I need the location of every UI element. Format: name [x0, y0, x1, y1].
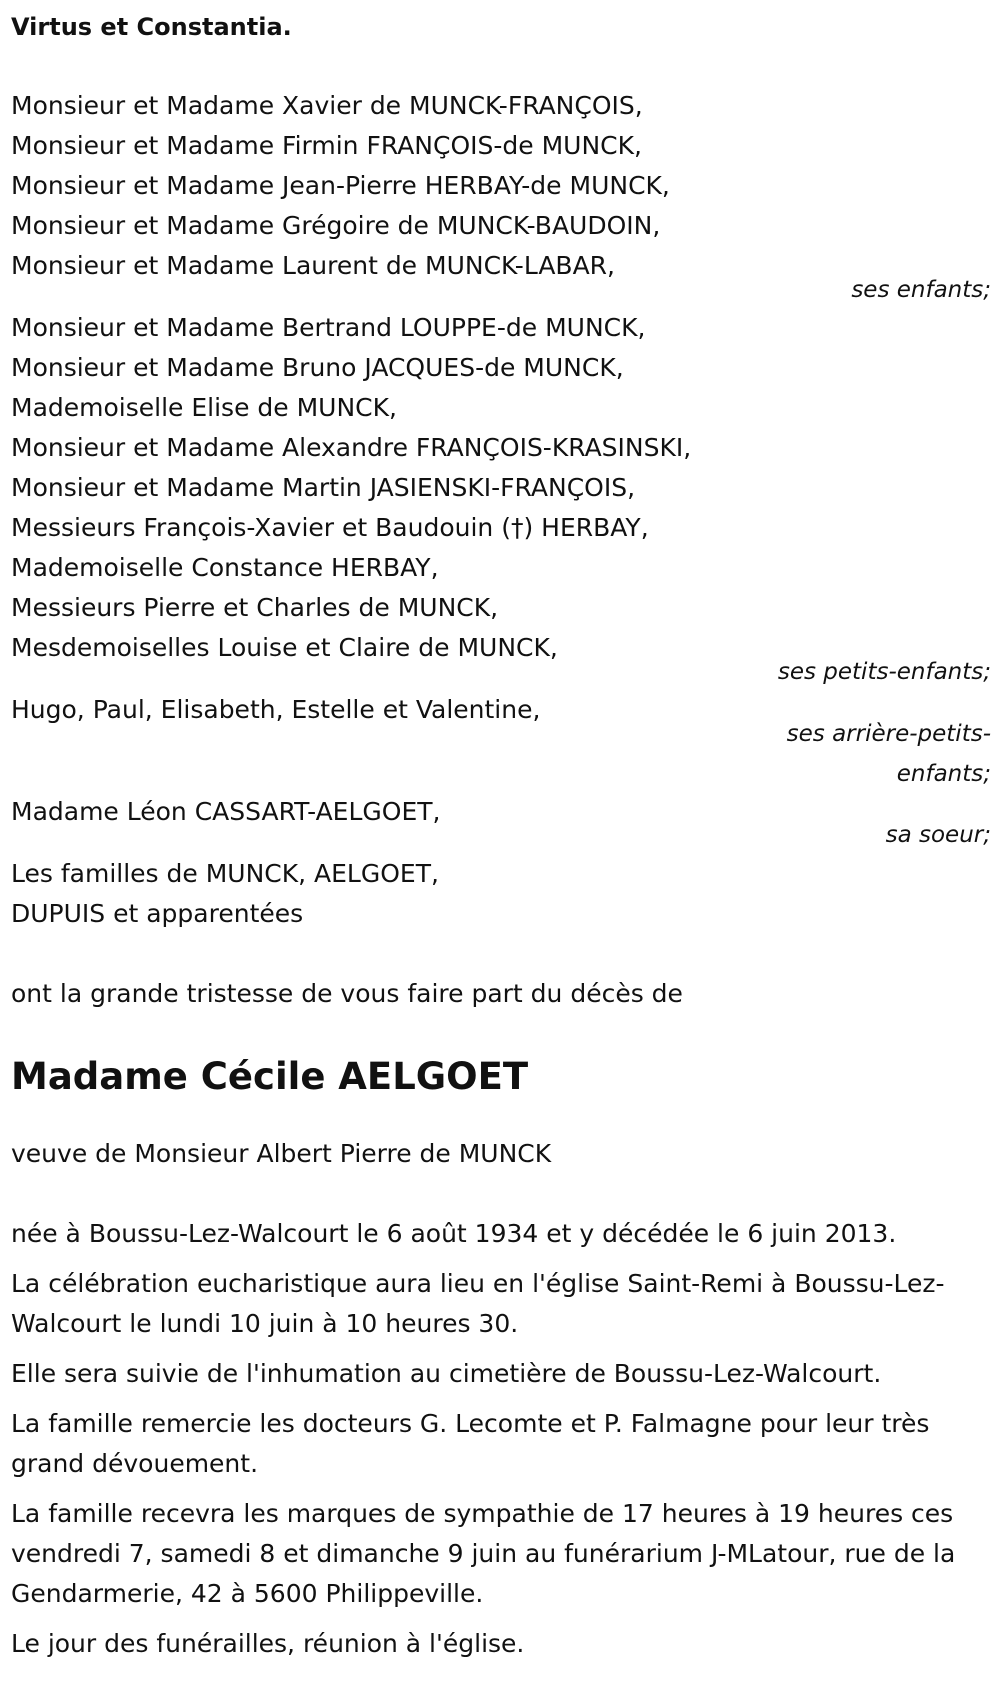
condolences-paragraph: La famille recevra les marques de sympathie de 17 heures à 19 heures ces vendredi 7, samedi 8 et dimanche 9 juin au funérarium J-MLatour, rue de la Gendarmerie, 42 à 5600 Philippeville. — [11, 1499, 956, 1608]
children-name-line: Monsieur et Madame Laurent de MUNCK-LABAR, — [11, 251, 616, 280]
grandchildren-name-line: Monsieur et Madame Bertrand LOUPPE-de MUNCK, — [11, 313, 646, 342]
funeral-meeting-paragraph: Le jour des funérailles, réunion à l'église. — [11, 1629, 525, 1658]
children-name-line: Monsieur et Madame Firmin FRANÇOIS-de MUNCK, — [11, 131, 642, 160]
children-list — [11, 86, 670, 286]
grandchildren-name-line: Mademoiselle Elise de MUNCK, — [11, 393, 397, 422]
widow-of-text: veuve de Monsieur Albert Pierre de MUNCK — [11, 1139, 552, 1168]
thanks-paragraph: La famille remercie les docteurs G. Lecomte et P. Falmagne pour leur très grand dévouement. — [11, 1409, 930, 1478]
grandchildren-name-line: Messieurs François-Xavier et Baudouin (†) HERBAY, — [11, 513, 649, 542]
burial-paragraph: Elle sera suivie de l'inhumation au cimetière de Boussu-Lez-Walcourt. — [11, 1359, 882, 1388]
family-motto: Virtus et Constantia. — [11, 13, 292, 41]
grandchildren-name-line: Mademoiselle Constance HERBAY, — [11, 553, 439, 582]
children-name-line: Monsieur et Madame Jean-Pierre HERBAY-de MUNCK, — [11, 171, 670, 200]
announcement-text: ont la grande tristesse de vous faire part du décès de — [11, 979, 683, 1008]
grandchildren-relation-label: ses petits-enfants; — [777, 659, 991, 685]
grandchildren-name-line: Messieurs Pierre et Charles de MUNCK, — [11, 593, 499, 622]
families-line: DUPUIS et apparentées — [11, 899, 304, 928]
birth-death-paragraph: née à Boussu-Lez-Walcourt le 6 août 1934 et y décédée le 6 juin 2013. — [11, 1219, 897, 1248]
grandchildren-name-line: Monsieur et Madame Bruno JACQUES-de MUNCK, — [11, 353, 624, 382]
grandchildren-name-line: Monsieur et Madame Martin JASIENSKI-FRANÇOIS, — [11, 473, 636, 502]
grandchildren-list — [11, 308, 691, 668]
families-list — [11, 854, 439, 934]
great-grandchildren-names: Hugo, Paul, Elisabeth, Estelle et Valentine, — [11, 695, 541, 724]
grandchildren-name-line: Mesdemoiselles Louise et Claire de MUNCK, — [11, 633, 558, 662]
great-grandchildren-relation-label: ses arrière-petits-enfants; — [786, 721, 991, 787]
sister-relation-label: sa soeur; — [885, 822, 991, 848]
mass-paragraph: La célébration eucharistique aura lieu en l'église Saint-Remi à Boussu-Lez-Walcourt le lundi 10 juin à 10 heures 30. — [11, 1269, 945, 1338]
children-name-line: Monsieur et Madame Grégoire de MUNCK-BAUDOIN, — [11, 211, 661, 240]
children-name-line: Monsieur et Madame Xavier de MUNCK-FRANÇOIS, — [11, 91, 643, 120]
deceased-name: Madame Cécile AELGOET — [11, 1055, 529, 1098]
families-line: Les familles de MUNCK, AELGOET, — [11, 859, 439, 888]
children-relation-label: ses enfants; — [851, 277, 991, 303]
sister-name: Madame Léon CASSART-AELGOET, — [11, 797, 441, 826]
grandchildren-name-line: Monsieur et Madame Alexandre FRANÇOIS-KRASINSKI, — [11, 433, 692, 462]
